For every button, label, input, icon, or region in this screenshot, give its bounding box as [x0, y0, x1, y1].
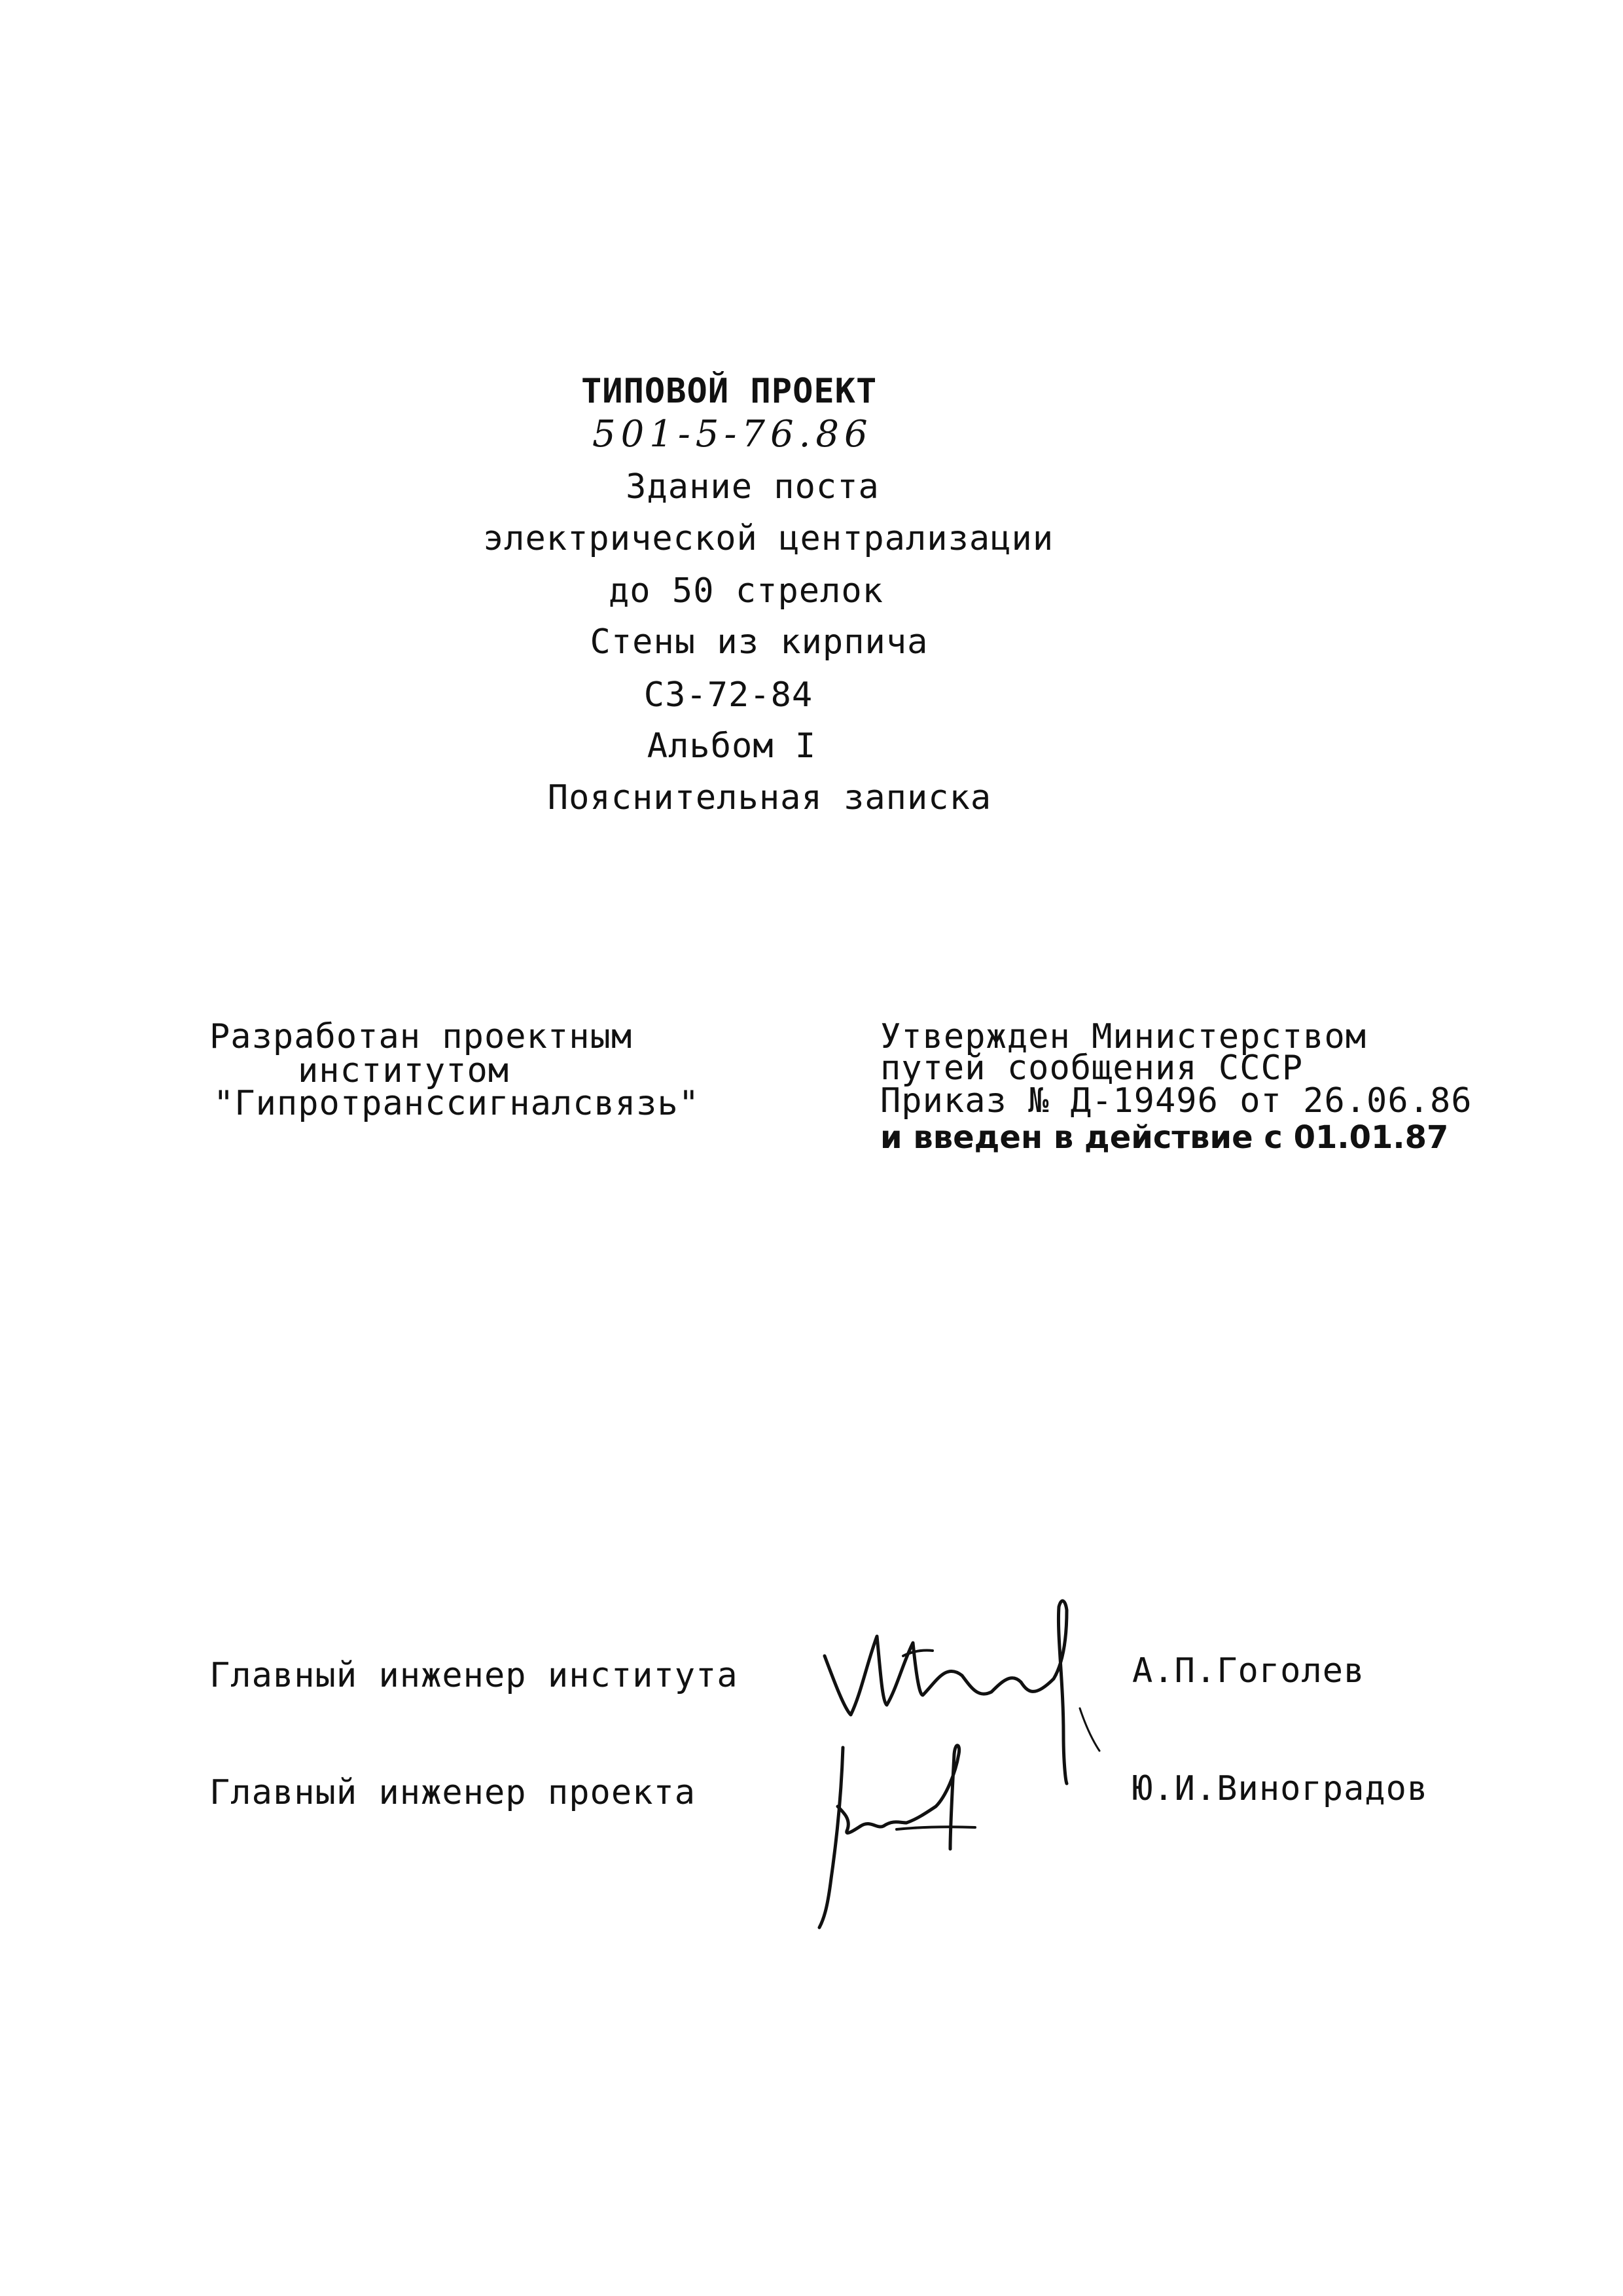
chief-engineer-project-title: Главный инженер проекта [209, 1773, 696, 1812]
document-type: Пояснительная записка [547, 778, 992, 817]
approval-effective-date: и введен в действие с 01.01.87 [880, 1119, 1449, 1156]
series-code: СЗ-72-84 [643, 675, 813, 715]
approval-line-2: путей сообщения СССР [880, 1049, 1304, 1088]
project-number: 501-5-76.86 [592, 413, 873, 456]
building-title: Здание поста [626, 467, 880, 507]
developer-institute-name: "Гипротранссигналсвязь" [213, 1084, 700, 1123]
chief-engineer-project-name: Ю.И.Виноградов [1132, 1769, 1429, 1808]
album-number: Альбом I [647, 726, 817, 766]
chief-engineer-institute-name: А.П.Гоголев [1132, 1651, 1365, 1691]
switch-count: до 50 стрелок [609, 571, 883, 611]
signature-vinogradov [779, 1715, 1027, 1931]
approval-order: Приказ № Д-19496 от 26.06.86 [880, 1081, 1472, 1121]
project-type-heading: ТИПОВОЙ ПРОЕКТ [581, 372, 878, 411]
approval-line-1: Утвержден Министерством [880, 1017, 1367, 1056]
wall-material: Стены из кирпича [590, 622, 929, 662]
developer-line-1: Разработан проектным [209, 1017, 633, 1056]
building-subtitle: электрической централизации [482, 519, 1054, 558]
developer-line-2: институтом [298, 1051, 510, 1090]
chief-engineer-institute-title: Главный инженер института [209, 1656, 738, 1695]
